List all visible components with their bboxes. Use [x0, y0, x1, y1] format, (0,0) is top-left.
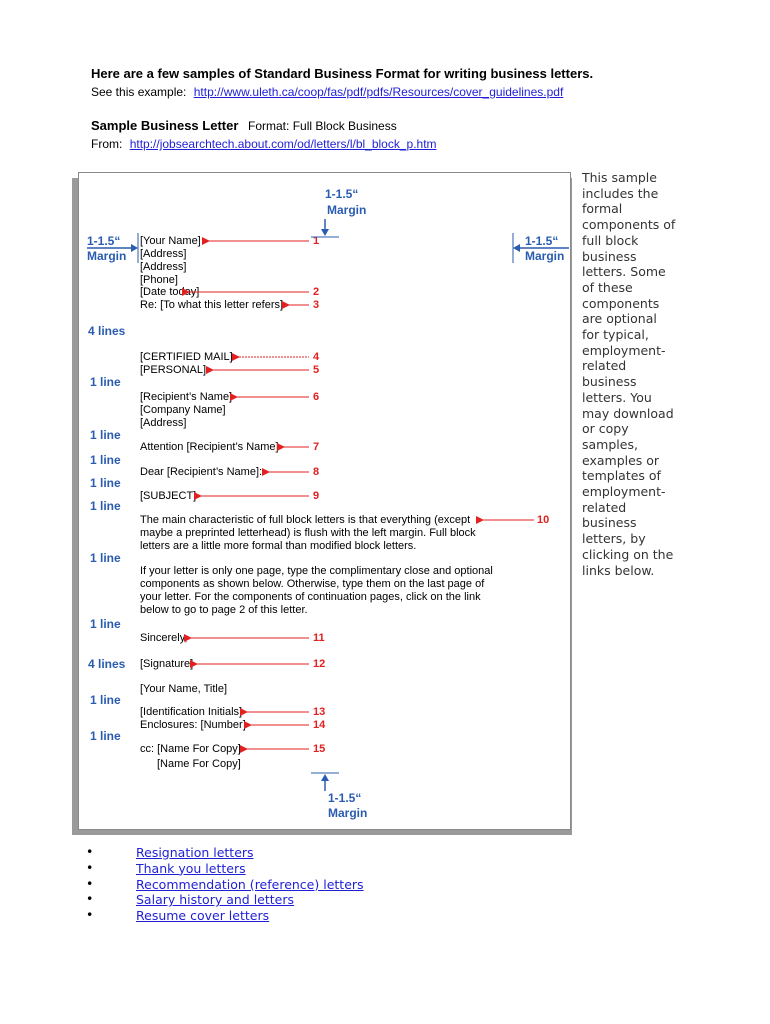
spacing-label: 1 line — [90, 375, 121, 389]
letter-line: cc: [Name For Copy] — [140, 743, 241, 755]
left-margin-value: 1-1.5“ — [87, 234, 121, 248]
letter-line: Sincerely, — [140, 632, 188, 644]
from-line — [91, 137, 437, 151]
letter-body-line: letters are a little more formal than modified block letters. — [140, 540, 417, 552]
sample-letter — [78, 172, 571, 830]
letter-line: [CERTIFIED MAIL] — [140, 351, 233, 363]
side-text-line: employment- — [582, 484, 666, 500]
callout-number: 9 — [313, 490, 320, 502]
left-margin-word: Margin — [87, 249, 127, 263]
side-text-line: for typical, — [582, 327, 649, 343]
callout-number: 14 — [313, 719, 326, 731]
callout-number: 12 — [313, 658, 326, 670]
right-margin-arrowhead — [513, 244, 520, 252]
salary-history-link[interactable]: Salary history and letters — [136, 892, 295, 908]
letter-line: [Date today] — [140, 286, 200, 298]
side-text-line: letters. Some — [582, 264, 666, 280]
callout-number: 11 — [313, 632, 325, 644]
callout-number: 8 — [313, 466, 320, 478]
bullet-icon: • — [86, 844, 94, 859]
side-text-line: of these — [582, 279, 633, 295]
side-text-line: may download — [582, 405, 674, 421]
spacing-label: 1 line — [90, 693, 121, 707]
callout-arrows — [189, 241, 534, 749]
see-label: See this example: — [91, 85, 187, 99]
bottom-margin-value: 1-1.5“ — [328, 791, 362, 805]
side-text-line: includes the — [582, 185, 659, 201]
callout-number: 2 — [313, 286, 320, 298]
letter-body-line: If your letter is only one page, type the complimentary close and optional — [140, 565, 493, 577]
side-text-line: letters, by — [582, 531, 646, 547]
side-text-line: components of — [582, 217, 676, 233]
letter-annotations — [79, 173, 572, 831]
callout-number: 5 — [313, 364, 320, 376]
bullet-icon: • — [86, 859, 94, 875]
thank-you-letters-link[interactable]: Thank you letters — [136, 860, 246, 876]
resume-cover-letters-link[interactable]: Resume cover letters — [136, 908, 270, 924]
top-margin-word: Margin — [327, 203, 367, 217]
side-text-line: business — [582, 248, 637, 264]
sample-title: Sample Business Letter — [91, 118, 239, 133]
right-margin-value: 1-1.5“ — [525, 234, 559, 248]
letter-line: [SUBJECT] — [140, 490, 197, 502]
letter-line: [PERSONAL] — [140, 364, 207, 376]
callout-number: 7 — [313, 441, 320, 453]
resignation-letters-link[interactable]: Resignation letters — [136, 845, 254, 860]
letter-body-line: maybe a preprinted letterhead) is flush with the left margin. Full block — [140, 527, 476, 539]
see-example-line — [91, 85, 563, 99]
letter-line: [Recipient’s Name] — [140, 391, 233, 403]
spacing-label: 4 lines — [88, 657, 126, 671]
letter-line: [Signature] — [140, 658, 194, 670]
callout-number: 13 — [313, 706, 326, 718]
spacing-label: 4 lines — [88, 324, 126, 338]
from-link[interactable]: http://jobsearchtech.about.com/od/letters/l/bl_block_p.htm — [129, 137, 437, 151]
side-text-line: related — [582, 358, 627, 374]
sample-title-line — [91, 118, 397, 133]
letter-body-line: The main characteristic of full block letters is that everything (except — [140, 514, 471, 526]
side-text-line: or copy — [582, 421, 629, 437]
bullet-icon: • — [86, 891, 94, 907]
side-text-line: templates of — [582, 468, 661, 484]
letter-line: [Name For Copy] — [157, 758, 241, 770]
from-label: From: — [91, 137, 123, 151]
letter-line: [Identification Initials] — [140, 706, 243, 718]
letter-line: [Company Name] — [140, 404, 226, 416]
letter-line: [Address] — [140, 248, 187, 260]
letter-line: Re: [To what this letter refers] — [140, 299, 284, 311]
letter-line: [Your Name] — [140, 235, 201, 247]
right-margin-word: Margin — [525, 249, 565, 263]
letter-line: [Phone] — [140, 274, 178, 286]
side-text-line: business — [582, 515, 637, 531]
letter-line: [Address] — [140, 261, 187, 273]
side-text-line: letters. You — [582, 389, 652, 405]
letter-body-line: below to go to page 2 of this letter. — [140, 604, 308, 616]
letter-line: [Your Name, Title] — [140, 683, 228, 695]
side-text-line: components — [582, 295, 660, 311]
bottom-margin-word: Margin — [328, 806, 368, 820]
spacing-label: 1 line — [90, 428, 121, 442]
callout-number: 10 — [537, 514, 550, 526]
spacing-label: 1 line — [90, 499, 121, 513]
letter-body-line: your letter. For the components of continuation pages, click on the link — [140, 591, 481, 603]
left-margin-arrowhead — [131, 244, 138, 252]
spacing-label: 1 line — [90, 729, 121, 743]
top-margin-arrowhead — [321, 229, 329, 236]
spacing-label: 1 line — [90, 453, 121, 467]
callout-number: 15 — [313, 743, 326, 755]
side-text-line: examples or — [582, 452, 660, 468]
side-text-line: related — [582, 499, 627, 515]
letter-line: Enclosures: [Number] — [140, 719, 246, 731]
letter-line: Attention [Recipient’s Name] — [140, 441, 279, 453]
bullet-icon: • — [86, 907, 94, 923]
page-heading: Here are a few samples of Standard Business Format for writing business letters. — [91, 66, 594, 81]
side-text-line: clicking on the — [582, 546, 674, 562]
side-text-line: This sample — [582, 170, 657, 185]
bullet-icon: • — [86, 875, 94, 891]
callout-number: 4 — [313, 351, 320, 363]
spacing-label: 1 line — [90, 617, 121, 631]
side-text-line: full block — [582, 232, 639, 248]
bottom-margin-arrowhead — [321, 774, 329, 781]
callout-number: 1 — [313, 235, 320, 247]
side-text-line: are optional — [582, 311, 657, 327]
side-text-line: links below. — [582, 562, 655, 578]
spacing-label: 1 line — [90, 551, 121, 565]
callout-number: 3 — [313, 299, 320, 311]
spacing-label: 1 line — [90, 476, 121, 490]
side-text-line: samples, — [582, 436, 638, 452]
sample-format: Format: Full Block Business — [248, 119, 397, 133]
letter-line: [Address] — [140, 417, 187, 429]
recommendation-letters-link[interactable]: Recommendation (reference) letters — [136, 876, 364, 892]
callout-number: 6 — [313, 391, 320, 403]
top-margin-value: 1-1.5“ — [325, 187, 359, 201]
letter-body-line: components as shown below. Otherwise, type them on the last page of — [140, 578, 485, 590]
side-text-line: employment- — [582, 342, 666, 358]
see-example-link[interactable]: http://www.uleth.ca/coop/fas/pdf/pdfs/Resources/cover_guidelines.pdf — [193, 85, 564, 99]
side-description — [582, 170, 692, 578]
side-text-line: formal — [582, 201, 623, 217]
letter-line: Dear [Recipient’s Name]: — [140, 466, 263, 478]
side-text-line: business — [582, 374, 637, 390]
